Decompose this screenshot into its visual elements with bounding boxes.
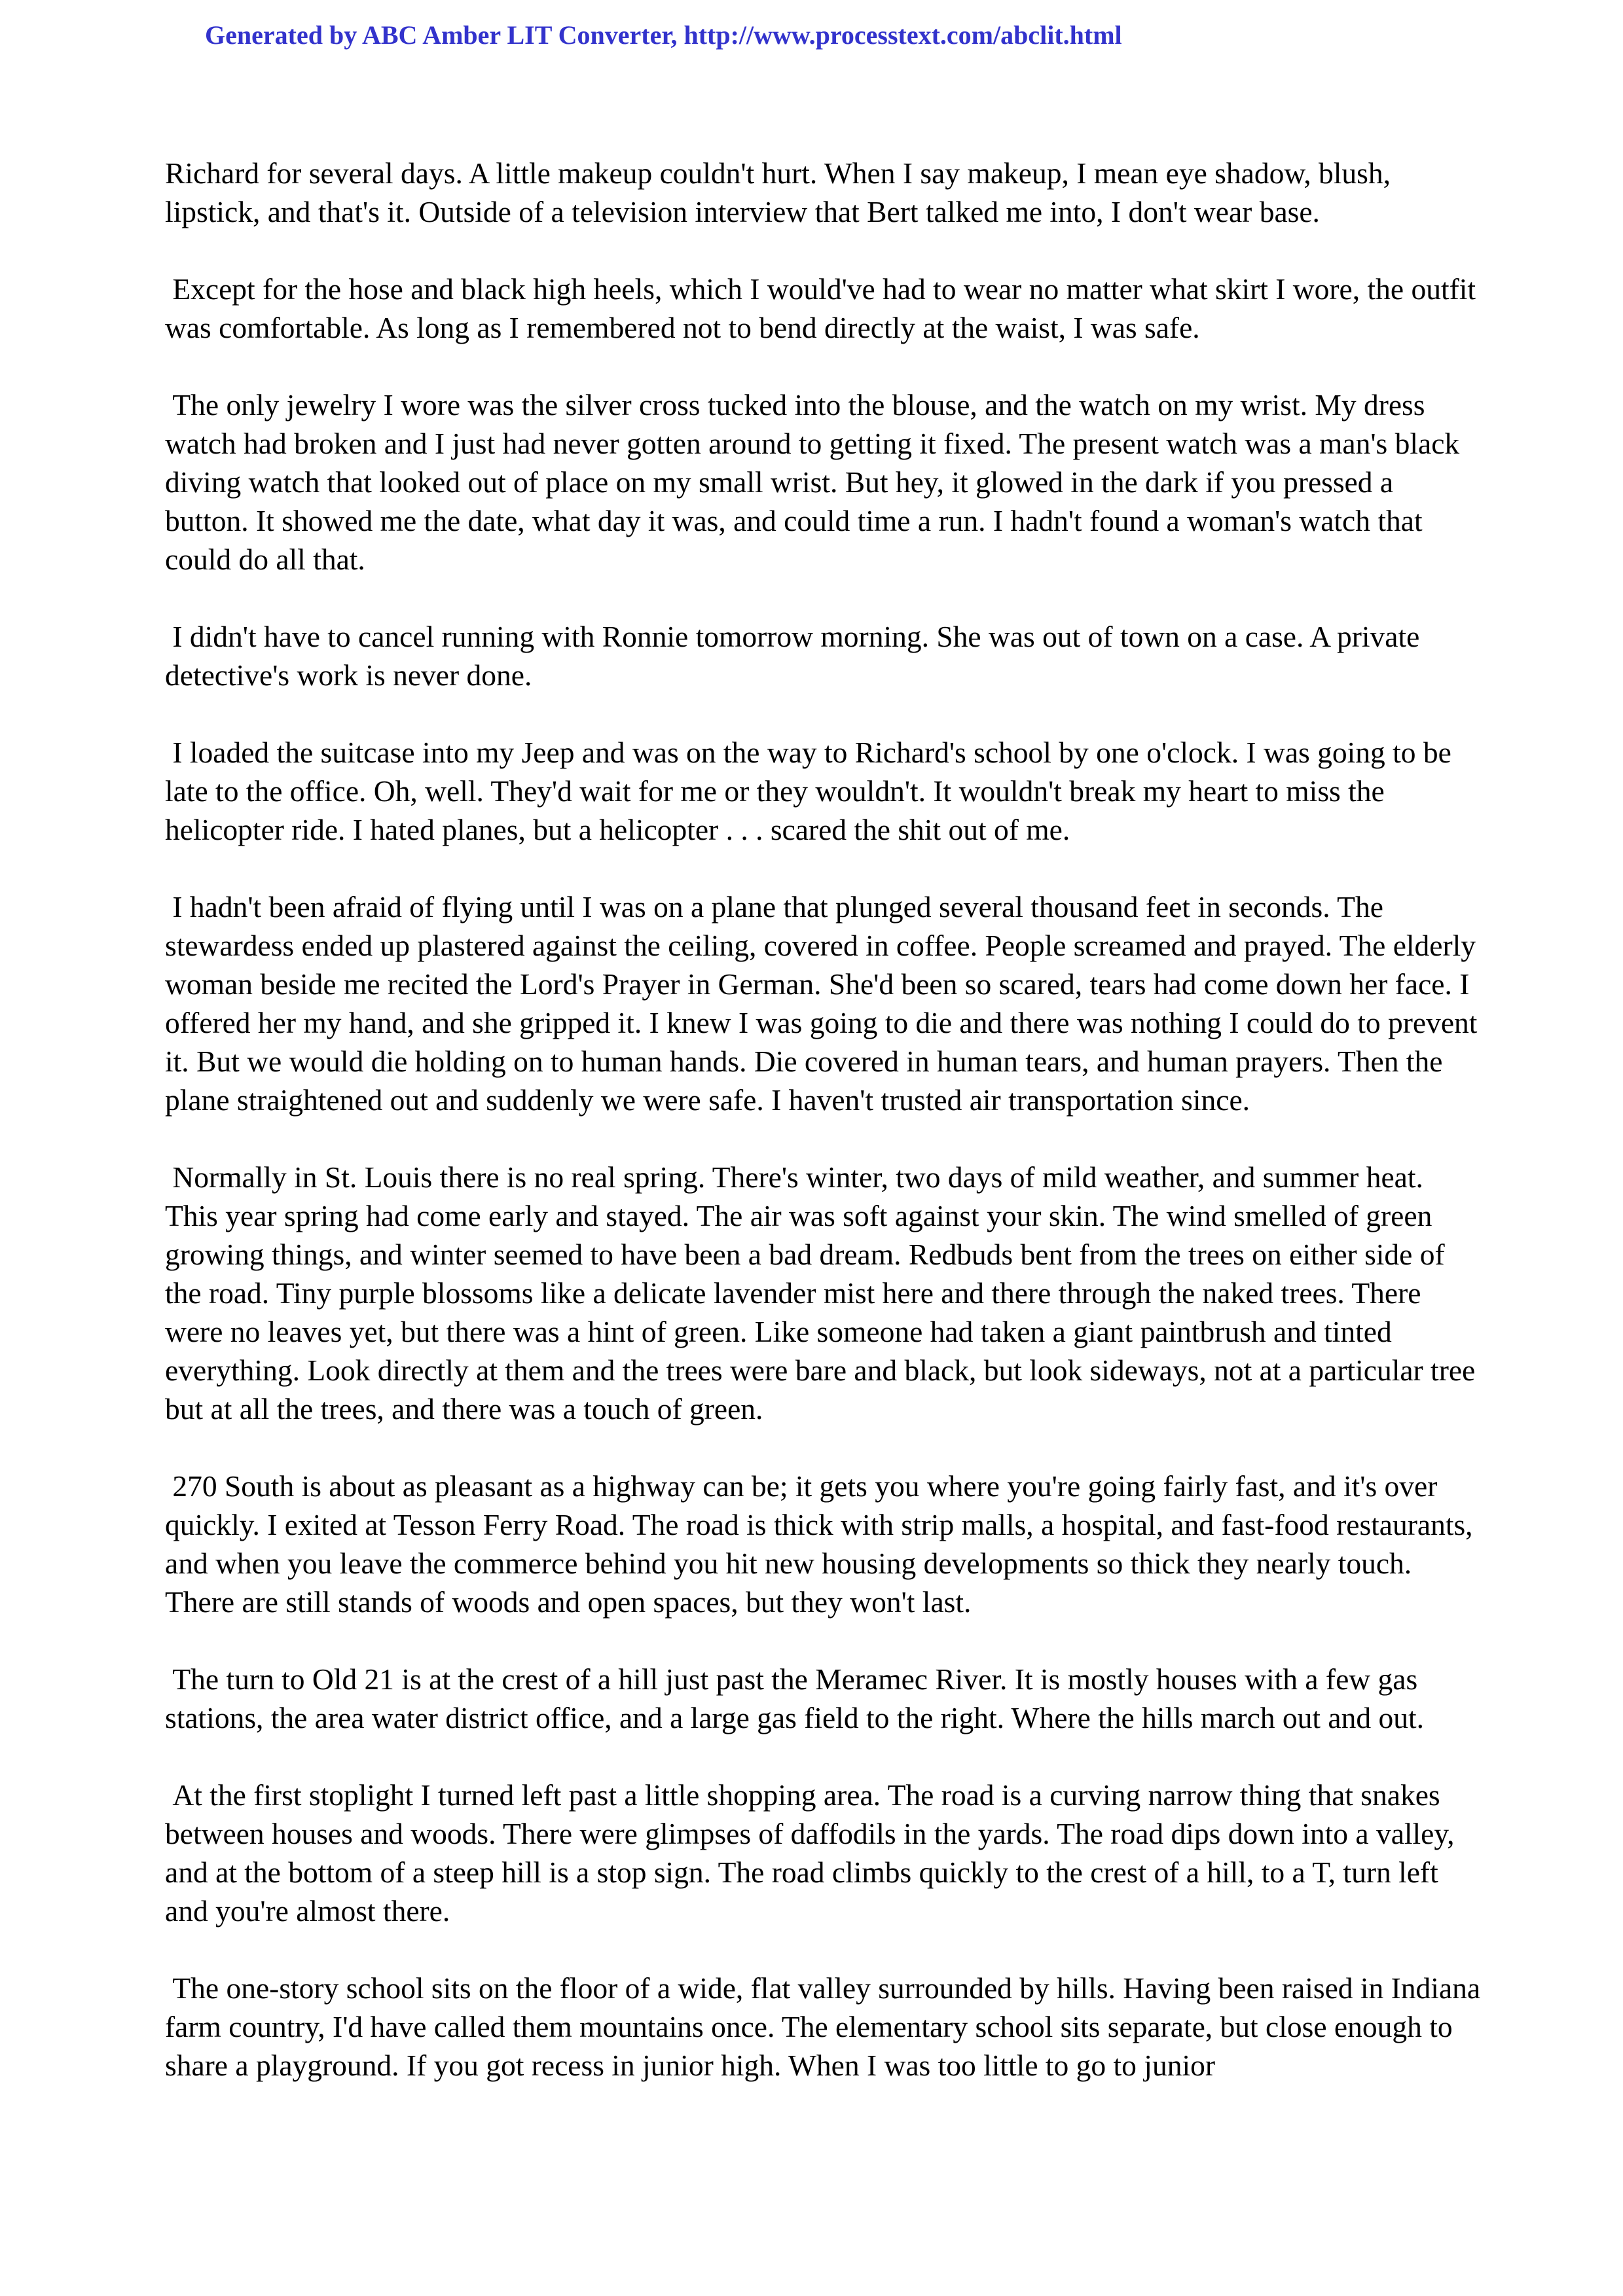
paragraph: At the first stoplight I turned left past a little shopping area. The road is a curving narrow thing that snakes between houses and woods. There were glimpses of daffodils in the yards. The road dips down into a valley, and at the bottom of a steep hill is a stop sign. The road climbs quickly to the crest of a hill, to a T, turn left and you're almost there. xyxy=(165,1778,1462,1928)
converter-header-link[interactable]: Generated by ABC Amber LIT Converter, http://www.processtext.com/abclit.html xyxy=(205,20,1122,50)
paragraph: I loaded the suitcase into my Jeep and was on the way to Richard's school by one o'clock. I was going to be late to the office. Oh, well. They'd wait for me or they wouldn't. It wouldn't break my heart to miss the helicopter ride. I hated planes, but a helicopter . . . scared the shit out of me. xyxy=(165,736,1459,846)
paragraph: 270 South is about as pleasant as a highway can be; it gets you where you're going fairly fast, and it's over quickly. I exited at Tesson Ferry Road. The road is thick with strip malls, a hospital, and fast-food restaurants, and when you leave the commerce behind you hit new housing developments so thick they nearly touch. There are still stands of woods and open spaces, but they won't last. xyxy=(165,1469,1480,1619)
paragraph: Except for the hose and black high heels, which I would've had to wear no matter what skirt I wore, the outfit was comfortable. As long as I remembered not to bend directly at the waist, I was safe. xyxy=(165,272,1484,344)
paragraph: The one-story school sits on the floor of a wide, flat valley surrounded by hills. Having been raised in Indiana farm country, I'd have called them mountains once. The elementary school sits separate, but close enough to share a playground. If you got recess in junior high. When I was too little to go to junior xyxy=(165,1971,1488,2082)
document-body xyxy=(165,154,1488,2085)
paragraph: Normally in St. Louis there is no real spring. There's winter, two days of mild weather, and summer heat. This year spring had come early and stayed. The air was soft against your skin. The wind smelled of green growing things, and winter seemed to have been a bad dream. Redbuds bent from the trees on either side of the road. Tiny purple blossoms like a delicate lavender mist here and there through the naked trees. There were no leaves yet, but there was a hint of green. Like someone had taken a giant paintbrush and tinted everything. Look directly at them and the trees were bare and black, but look sideways, not at a particular tree but at all the trees, and there was a touch of green. xyxy=(165,1160,1483,1426)
paragraph: I didn't have to cancel running with Ronnie tomorrow morning. She was out of town on a case. A private detective's work is never done. xyxy=(165,620,1427,692)
paragraph: The only jewelry I wore was the silver cross tucked into the blouse, and the watch on my wrist. My dress watch had broken and I just had never gotten around to getting it fixed. The present watch was a man's black diving watch that looked out of place on my small wrist. But hey, it glowed in the dark if you pressed a button. It showed me the date, what day it was, and could time a run. I hadn't found a woman's watch that could do all that. xyxy=(165,388,1467,576)
paragraph: Richard for several days. A little makeup couldn't hurt. When I say makeup, I mean eye shadow, blush, lipstick, and that's it. Outside of a television interview that Bert talked me into, I don't wear base. xyxy=(165,156,1398,228)
paragraph: The turn to Old 21 is at the crest of a hill just past the Meramec River. It is mostly houses with a few gas stations, the area water district office, and a large gas field to the right. Where the hills march out and out. xyxy=(165,1662,1425,1734)
paragraph: I hadn't been afraid of flying until I was on a plane that plunged several thousand feet in seconds. The stewardess ended up plastered against the ceiling, covered in coffee. People screamed and prayed. The elderly woman beside me recited the Lord's Prayer in German. She'd been so scared, tears had come down her face. I offered her my hand, and she gripped it. I knew I was going to die and there was nothing I could do to prevent it. But we would die holding on to human hands. Die covered in human tears, and human prayers. Then the plane straightened out and suddenly we were safe. I haven't trusted air transportation since. xyxy=(165,890,1485,1117)
